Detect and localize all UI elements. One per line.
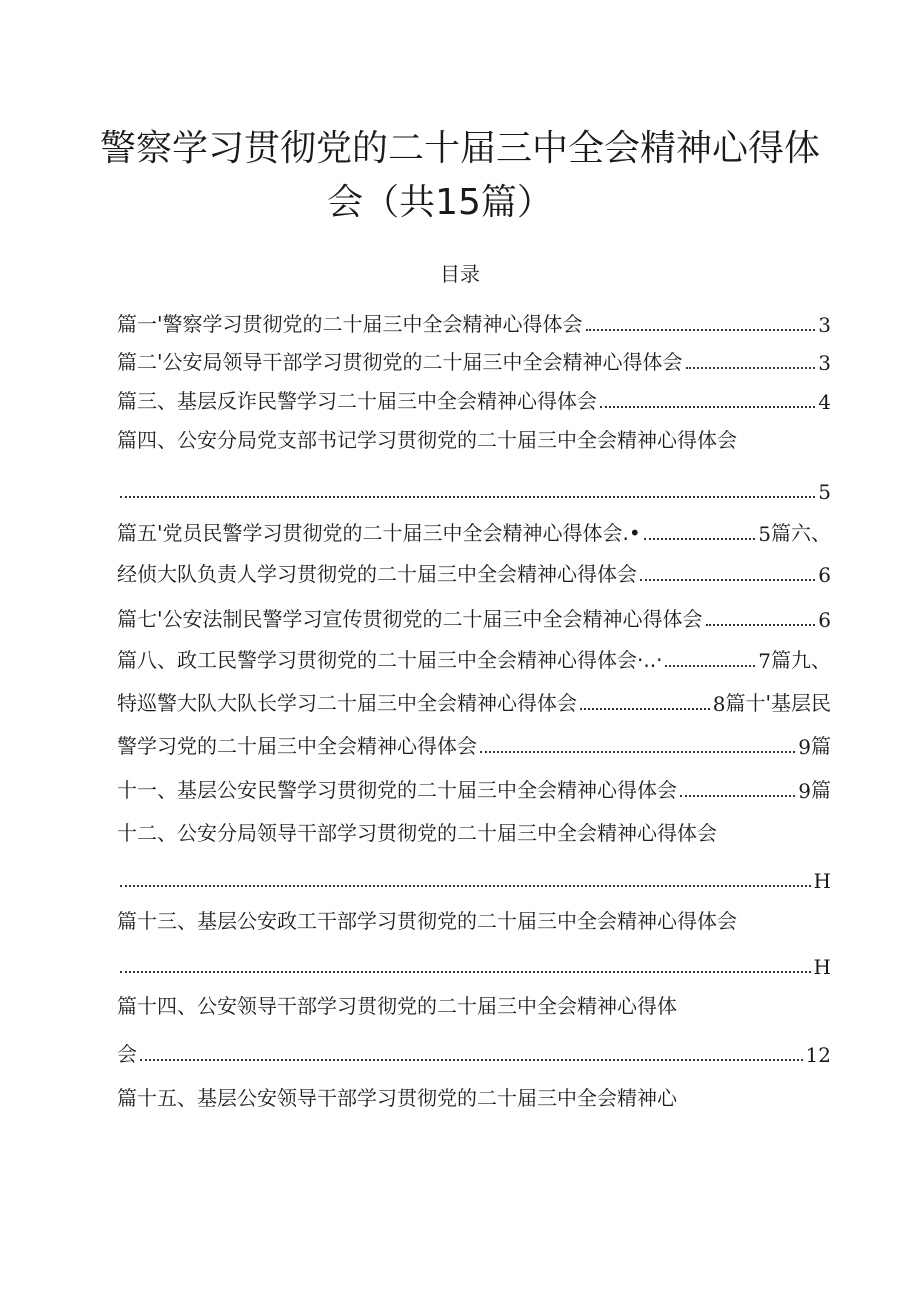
toc-entry[interactable]	[117, 902, 831, 934]
toc-entry[interactable]	[117, 771, 831, 803]
toc-page-number: 6	[818, 608, 831, 632]
toc-entry-continuation: 篇六、	[771, 521, 831, 545]
toc-leader-dots	[686, 367, 816, 369]
toc-leader-dots	[120, 885, 811, 887]
toc-leader-dots	[120, 971, 811, 973]
toc-page-number: H	[813, 955, 831, 979]
toc-entry-title: 十二、公安分局领导干部学习贯彻党的二十届三中全会精神心得体会	[117, 821, 717, 845]
toc-entry-title: 十一、基层公安民警学习贯彻党的二十届三中全会精神心得体会	[117, 778, 677, 802]
toc-entry-title: 篇八、政工民警学习贯彻党的二十届三中全会精神心得体会·..·	[117, 648, 663, 672]
toc-entry-title: 篇七'公安法制民警学习宣传贯彻党的二十届三中全会精神心得体会	[117, 607, 703, 631]
toc-entry-title: 篇三、基层反诈民警学习二十届三中全会精神心得体会	[117, 389, 597, 413]
toc-entry-title: 特巡警大队大队长学习二十届三中全会精神心得体会	[117, 691, 577, 715]
toc-leader-dots	[580, 708, 710, 710]
toc-entry[interactable]	[117, 641, 831, 673]
toc-page-number: 9	[798, 779, 811, 803]
toc-leader-dots	[140, 1059, 803, 1061]
toc-entry-title: 篇十三、基层公安政工干部学习贯彻党的二十届三中全会精神心得体会	[117, 909, 737, 933]
toc-entry[interactable]	[117, 382, 831, 414]
toc-entry-title: 篇一'警察学习贯彻党的二十届三中全会精神心得体会	[117, 312, 583, 336]
toc-entry[interactable]	[117, 555, 831, 587]
toc-page-number: 8	[712, 692, 726, 716]
toc-entry-continuation: 篇十'基层民	[725, 691, 831, 715]
toc-leader-dots	[480, 751, 795, 753]
toc-page-number: 6	[818, 563, 831, 587]
toc-entry-title: 经侦大队负责人学习贯彻党的二十届三中全会精神心得体会	[117, 562, 637, 586]
toc-page-number: 4	[818, 390, 831, 414]
toc-entry-title: 警学习党的二十届三中全会精神心得体会	[117, 734, 477, 758]
toc-page-number: 3	[818, 313, 831, 337]
toc-entry[interactable]	[117, 684, 831, 716]
toc-leader-dots	[706, 624, 816, 626]
toc-page-number: H	[813, 869, 831, 893]
toc-entry[interactable]	[117, 472, 831, 504]
toc-entry[interactable]	[117, 600, 831, 632]
toc-entry[interactable]	[117, 514, 831, 546]
toc-leader-dots	[120, 496, 815, 498]
toc-entry-title: 篇五'党员民警学习贯彻党的二十届三中全会精神心得体会.•	[117, 521, 641, 545]
toc-entry[interactable]	[117, 814, 831, 846]
toc-page-number: 5	[818, 480, 831, 504]
toc-page-number: 9	[798, 735, 811, 759]
toc-leader-dots	[640, 579, 815, 581]
toc-entry[interactable]	[117, 947, 831, 979]
toc-entry-continuation: 篇	[811, 778, 831, 802]
toc-leader-dots	[600, 406, 815, 408]
document-title-line-1: 警察学习贯彻党的二十届三中全会精神心得体	[99, 128, 820, 169]
toc-entry-title: 篇十四、公安领导干部学习贯彻党的二十届三中全会精神心得体	[117, 994, 677, 1018]
toc-page-number: 3	[818, 351, 831, 375]
toc-leader-dots	[586, 329, 816, 331]
toc-leader-dots	[680, 795, 795, 797]
toc-entry-title: 篇十五、基层公安领导干部学习贯彻党的二十届三中全会精神心	[117, 1086, 677, 1110]
toc-leader-dots	[644, 538, 756, 540]
toc-entry[interactable]	[117, 861, 831, 893]
toc-entry[interactable]	[117, 727, 831, 759]
toc-entry[interactable]	[117, 1035, 831, 1067]
toc-entry-title: 篇二'公安局领导干部学习贯彻党的二十届三中全会精神心得体会	[117, 350, 683, 374]
toc-page-number: 5	[758, 522, 771, 546]
toc-entry-continuation: 篇九、	[771, 648, 831, 672]
toc-leader-dots	[665, 665, 755, 667]
toc-entry[interactable]	[117, 421, 831, 453]
toc-entry[interactable]	[117, 987, 831, 1019]
toc-entry[interactable]	[117, 1079, 831, 1111]
toc-entry-continuation: 篇	[811, 734, 831, 758]
document-title-line-2: 会（共15篇）	[327, 182, 553, 223]
toc-entry[interactable]	[117, 343, 831, 375]
toc-page-number: 12	[805, 1043, 831, 1067]
toc-entry[interactable]	[117, 305, 831, 337]
toc-heading: 目录	[440, 262, 480, 286]
toc-page-number: 7	[758, 649, 771, 673]
toc-entry-title: 会	[117, 1042, 137, 1066]
toc-entry-title: 篇四、公安分局党支部书记学习贯彻党的二十届三中全会精神心得体会	[117, 428, 737, 452]
